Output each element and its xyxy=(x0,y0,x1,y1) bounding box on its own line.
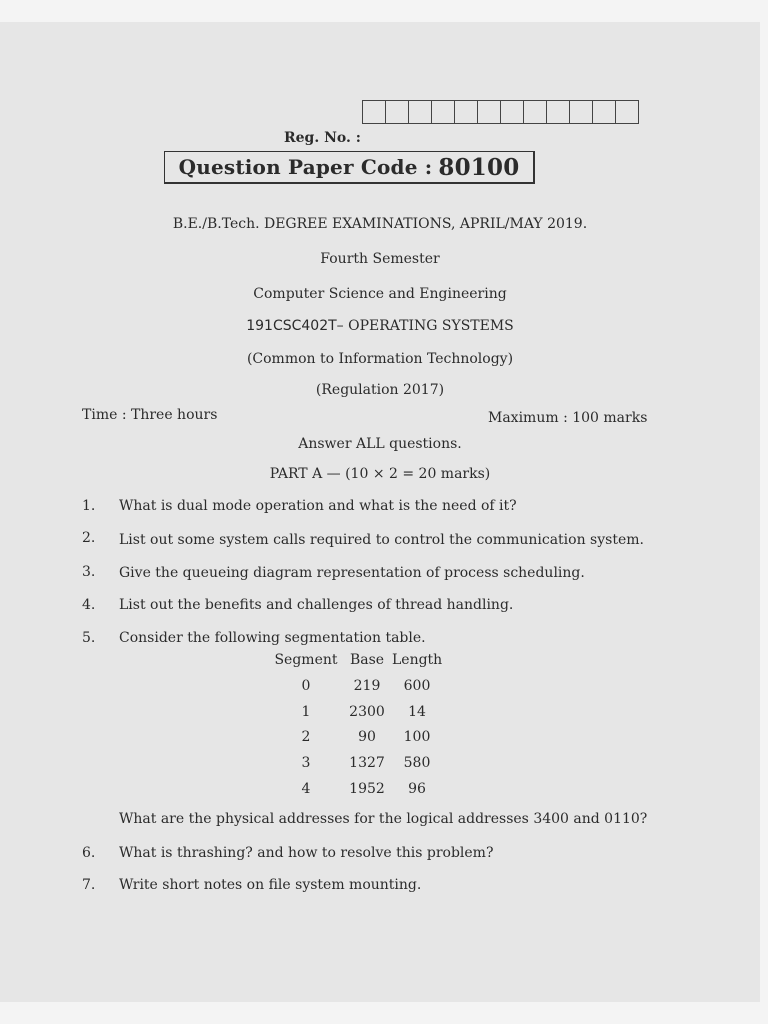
question-number: 7. xyxy=(82,877,96,893)
reg-no-digit-box xyxy=(593,101,616,123)
table-cell: 100 xyxy=(403,729,431,746)
subject-code: 191CSC402T xyxy=(246,318,337,334)
reg-no-digit-box xyxy=(432,101,455,123)
regulation: (Regulation 2017) xyxy=(315,382,445,398)
table-row xyxy=(270,755,442,781)
table-cell: 2300 xyxy=(349,703,385,720)
table-header: Base xyxy=(349,652,385,668)
maximum-marks: Maximum : 100 marks xyxy=(488,410,648,426)
question-text: What is dual mode operation and what is the need of it? xyxy=(119,498,517,514)
table-cell: 4 xyxy=(301,780,311,797)
table-cell: 14 xyxy=(408,703,426,720)
reg-no-digit-box xyxy=(478,101,501,123)
reg-no-boxes xyxy=(362,100,639,124)
table-row xyxy=(270,729,442,755)
table-cell: 90 xyxy=(358,729,376,746)
question-text: What is thrashing? and how to resolve this problem? xyxy=(119,845,494,861)
instruction: Answer ALL questions. xyxy=(298,436,462,452)
table-cell: 96 xyxy=(408,780,426,797)
table-cell: 219 xyxy=(353,677,381,694)
question-number: 2. xyxy=(82,530,96,546)
question-text: List out some system calls required to control the communication system. xyxy=(119,532,644,548)
department: Computer Science and Engineering xyxy=(253,286,507,302)
reg-no-digit-box xyxy=(409,101,432,123)
reg-no-digit-box xyxy=(363,101,386,123)
reg-no-digit-box xyxy=(547,101,570,123)
subject-name: – OPERATING SYSTEMS xyxy=(336,318,514,334)
question-number: 3. xyxy=(82,564,96,580)
reg-no-digit-box xyxy=(455,101,478,123)
question-paper-code-box xyxy=(164,151,535,184)
table-cell: 1952 xyxy=(349,780,385,797)
question-text: Write short notes on file system mounting. xyxy=(119,877,422,893)
exam-title: B.E./B.Tech. DEGREE EXAMINATIONS, APRIL/MAY 2019. xyxy=(172,216,588,232)
reg-no-digit-box xyxy=(524,101,547,123)
semester: Fourth Semester xyxy=(320,251,440,267)
paper-code-number: 80100 xyxy=(438,153,520,181)
table-cell: 0 xyxy=(301,677,311,694)
table-row xyxy=(270,781,442,807)
reg-no-digit-box xyxy=(501,101,524,123)
reg-no-digit-box xyxy=(570,101,593,123)
table-cell: 2 xyxy=(301,729,311,746)
table-row xyxy=(270,704,442,730)
table-row xyxy=(270,678,442,704)
question-text: List out the benefits and challenges of thread handling. xyxy=(119,597,514,613)
question-text: Consider the following segmentation table. xyxy=(119,630,426,646)
part-heading: PART A — (10 × 2 = 20 marks) xyxy=(269,466,491,482)
table-cell: 3 xyxy=(301,755,311,772)
table-cell: 580 xyxy=(403,755,431,772)
table-header: Segment xyxy=(274,652,338,668)
reg-no-digit-box xyxy=(386,101,409,123)
table-header-row xyxy=(270,652,442,678)
table-cell: 600 xyxy=(403,677,431,694)
common-to: (Common to Information Technology) xyxy=(246,351,514,367)
time-allowed: Time : Three hours xyxy=(82,407,218,423)
table-cell: 1327 xyxy=(349,755,385,772)
segmentation-table xyxy=(270,652,442,807)
reg-no-label: Reg. No. : xyxy=(284,130,361,146)
reg-no-digit-box xyxy=(616,101,638,123)
table-cell: 1 xyxy=(301,703,311,720)
question-number: 1. xyxy=(82,498,96,514)
question-number: 5. xyxy=(82,630,96,646)
table-header: Length xyxy=(392,652,443,668)
subject-line xyxy=(0,318,760,334)
question-text: Give the queueing diagram representation of process scheduling. xyxy=(119,565,585,581)
question-number: 6. xyxy=(82,845,96,861)
question-number: 4. xyxy=(82,597,96,613)
question-followup: What are the physical addresses for the logical addresses 3400 and 0110? xyxy=(119,811,648,827)
paper-code-label: Question Paper Code : xyxy=(178,155,433,179)
